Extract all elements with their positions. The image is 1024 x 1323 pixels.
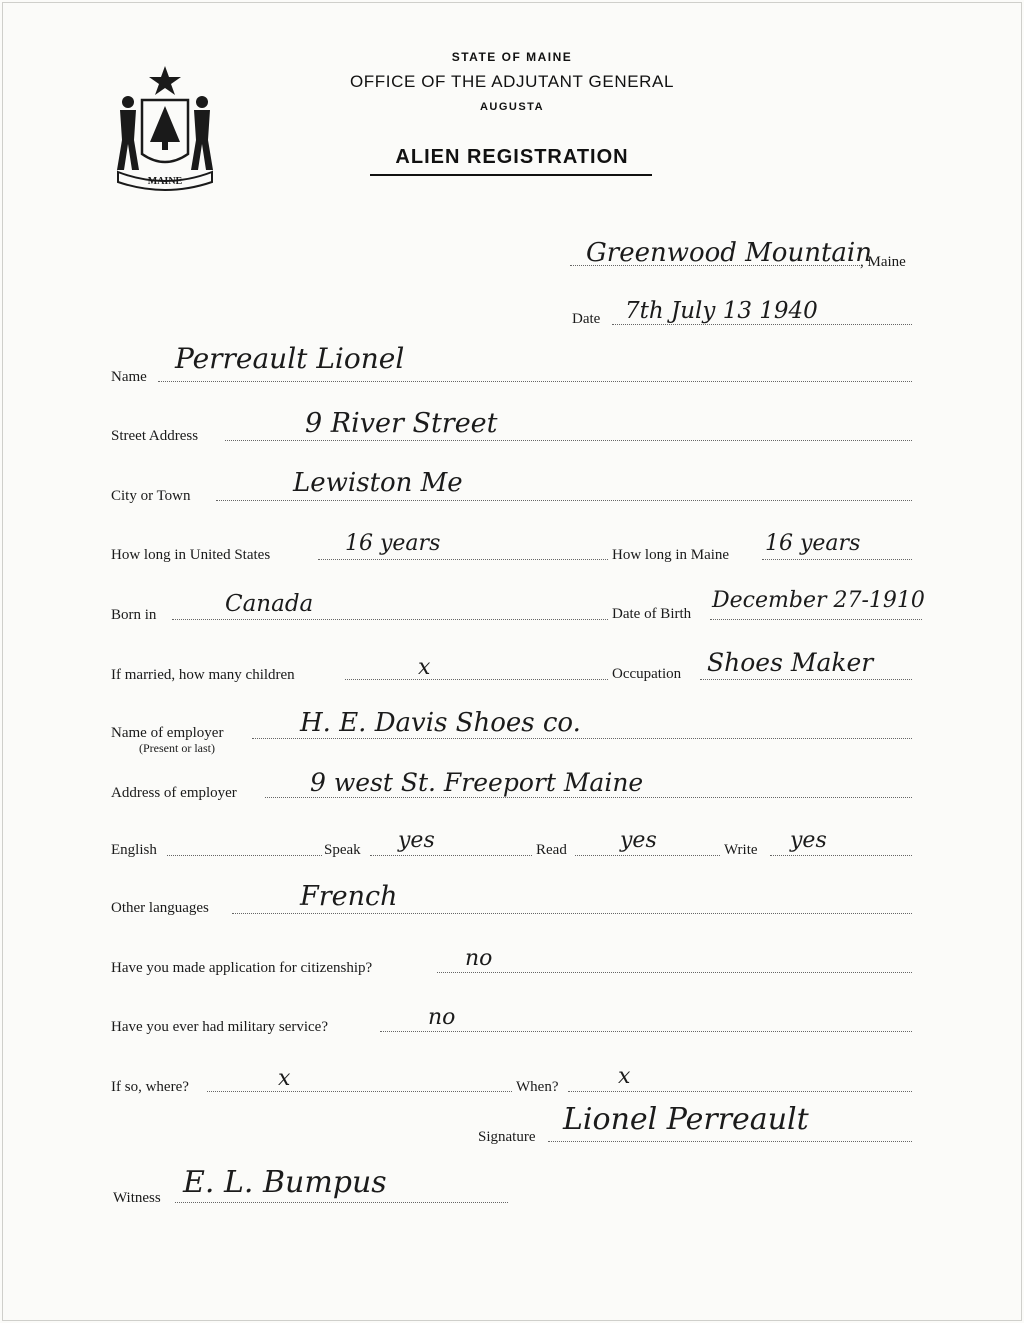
place-suffix: , Maine: [860, 254, 906, 270]
form-title: ALIEN REGISTRATION: [395, 146, 629, 168]
speak-line: [370, 855, 532, 856]
seal-label: MAINE: [147, 176, 183, 187]
military-value: no: [428, 1005, 456, 1030]
speak-value: yes: [398, 828, 435, 853]
occupation-value: Shoes Maker: [707, 648, 874, 677]
date-of-birth-value: December 27-1910: [712, 588, 925, 613]
write-line: [770, 855, 912, 856]
occupation-label: Occupation: [612, 666, 682, 682]
witness-value: E. L. Bumpus: [183, 1165, 387, 1200]
place-value: Greenwood Mountain: [586, 238, 872, 268]
where-label: If so, where?: [111, 1079, 189, 1095]
header-office: OFFICE OF THE ADJUTANT GENERAL: [349, 72, 675, 91]
when-label: When?: [516, 1079, 559, 1095]
street-address-value: 9 River Street: [305, 408, 498, 439]
military-line: [380, 1031, 912, 1032]
military-label: Have you ever had military service?: [111, 1019, 328, 1035]
employer-name-line: [252, 738, 912, 739]
maine-state-seal-icon: [110, 62, 220, 192]
occupation-line: [700, 679, 912, 680]
how-long-us-line: [318, 559, 608, 560]
born-in-line: [172, 619, 608, 620]
citizenship-value: no: [465, 946, 493, 971]
other-languages-label: Other languages: [111, 900, 209, 916]
employer-name-value: H. E. Davis Shoes co.: [300, 708, 581, 738]
citizenship-line: [437, 972, 912, 973]
read-label: Read: [536, 842, 567, 858]
city-value: Lewiston Me: [293, 468, 463, 498]
speak-label: Speak: [324, 842, 361, 858]
date-value: 7th July 13 1940: [625, 298, 818, 324]
citizenship-label: Have you made application for citizenship?: [111, 960, 373, 976]
header-state: STATE OF MAINE: [451, 50, 573, 64]
date-of-birth-label: Date of Birth: [612, 606, 692, 622]
name-value: Perreault Lionel: [175, 342, 405, 375]
city-label: City or Town: [111, 488, 191, 504]
other-languages-line: [232, 913, 912, 914]
employer-address-label: Address of employer: [111, 785, 237, 801]
employer-address-value: 9 west St. Freeport Maine: [310, 768, 644, 797]
name-line: [158, 381, 912, 382]
how-long-us-label: How long in United States: [111, 547, 271, 563]
title-underline: [370, 174, 652, 176]
read-value: yes: [620, 828, 657, 853]
other-languages-value: French: [300, 881, 398, 912]
employer-name-label: Name of employer: [111, 725, 224, 741]
signature-line: [548, 1141, 912, 1142]
street-address-line: [225, 440, 912, 441]
how-long-maine-line: [762, 559, 912, 560]
name-label: Name: [111, 369, 147, 385]
where-value: x: [278, 1066, 291, 1091]
date-label: Date: [572, 311, 601, 327]
when-line: [568, 1091, 912, 1092]
children-value: x: [418, 655, 431, 680]
write-label: Write: [724, 842, 758, 858]
children-label: If married, how many children: [111, 667, 295, 683]
how-long-us-value: 16 years: [345, 531, 441, 556]
write-value: yes: [790, 828, 827, 853]
english-line: [167, 855, 322, 856]
born-in-value: Canada: [225, 591, 314, 617]
employer-address-line: [265, 797, 912, 798]
date-of-birth-line: [710, 619, 922, 620]
date-line: [612, 324, 912, 325]
witness-line: [175, 1202, 508, 1203]
children-line: [345, 679, 608, 680]
how-long-maine-value: 16 years: [765, 531, 861, 556]
when-value: x: [618, 1064, 631, 1089]
english-label: English: [111, 842, 157, 858]
header-city: AUGUSTA: [479, 101, 545, 113]
how-long-maine-label: How long in Maine: [612, 547, 730, 563]
where-line: [207, 1091, 512, 1092]
witness-label: Witness: [113, 1190, 161, 1206]
employer-name-sublabel: (Present or last): [139, 741, 215, 755]
signature-label: Signature: [478, 1129, 536, 1145]
read-line: [575, 855, 720, 856]
street-address-label: Street Address: [111, 428, 199, 444]
city-line: [216, 500, 912, 501]
signature-value: Lionel Perreault: [563, 1102, 809, 1137]
born-in-label: Born in: [111, 607, 157, 623]
